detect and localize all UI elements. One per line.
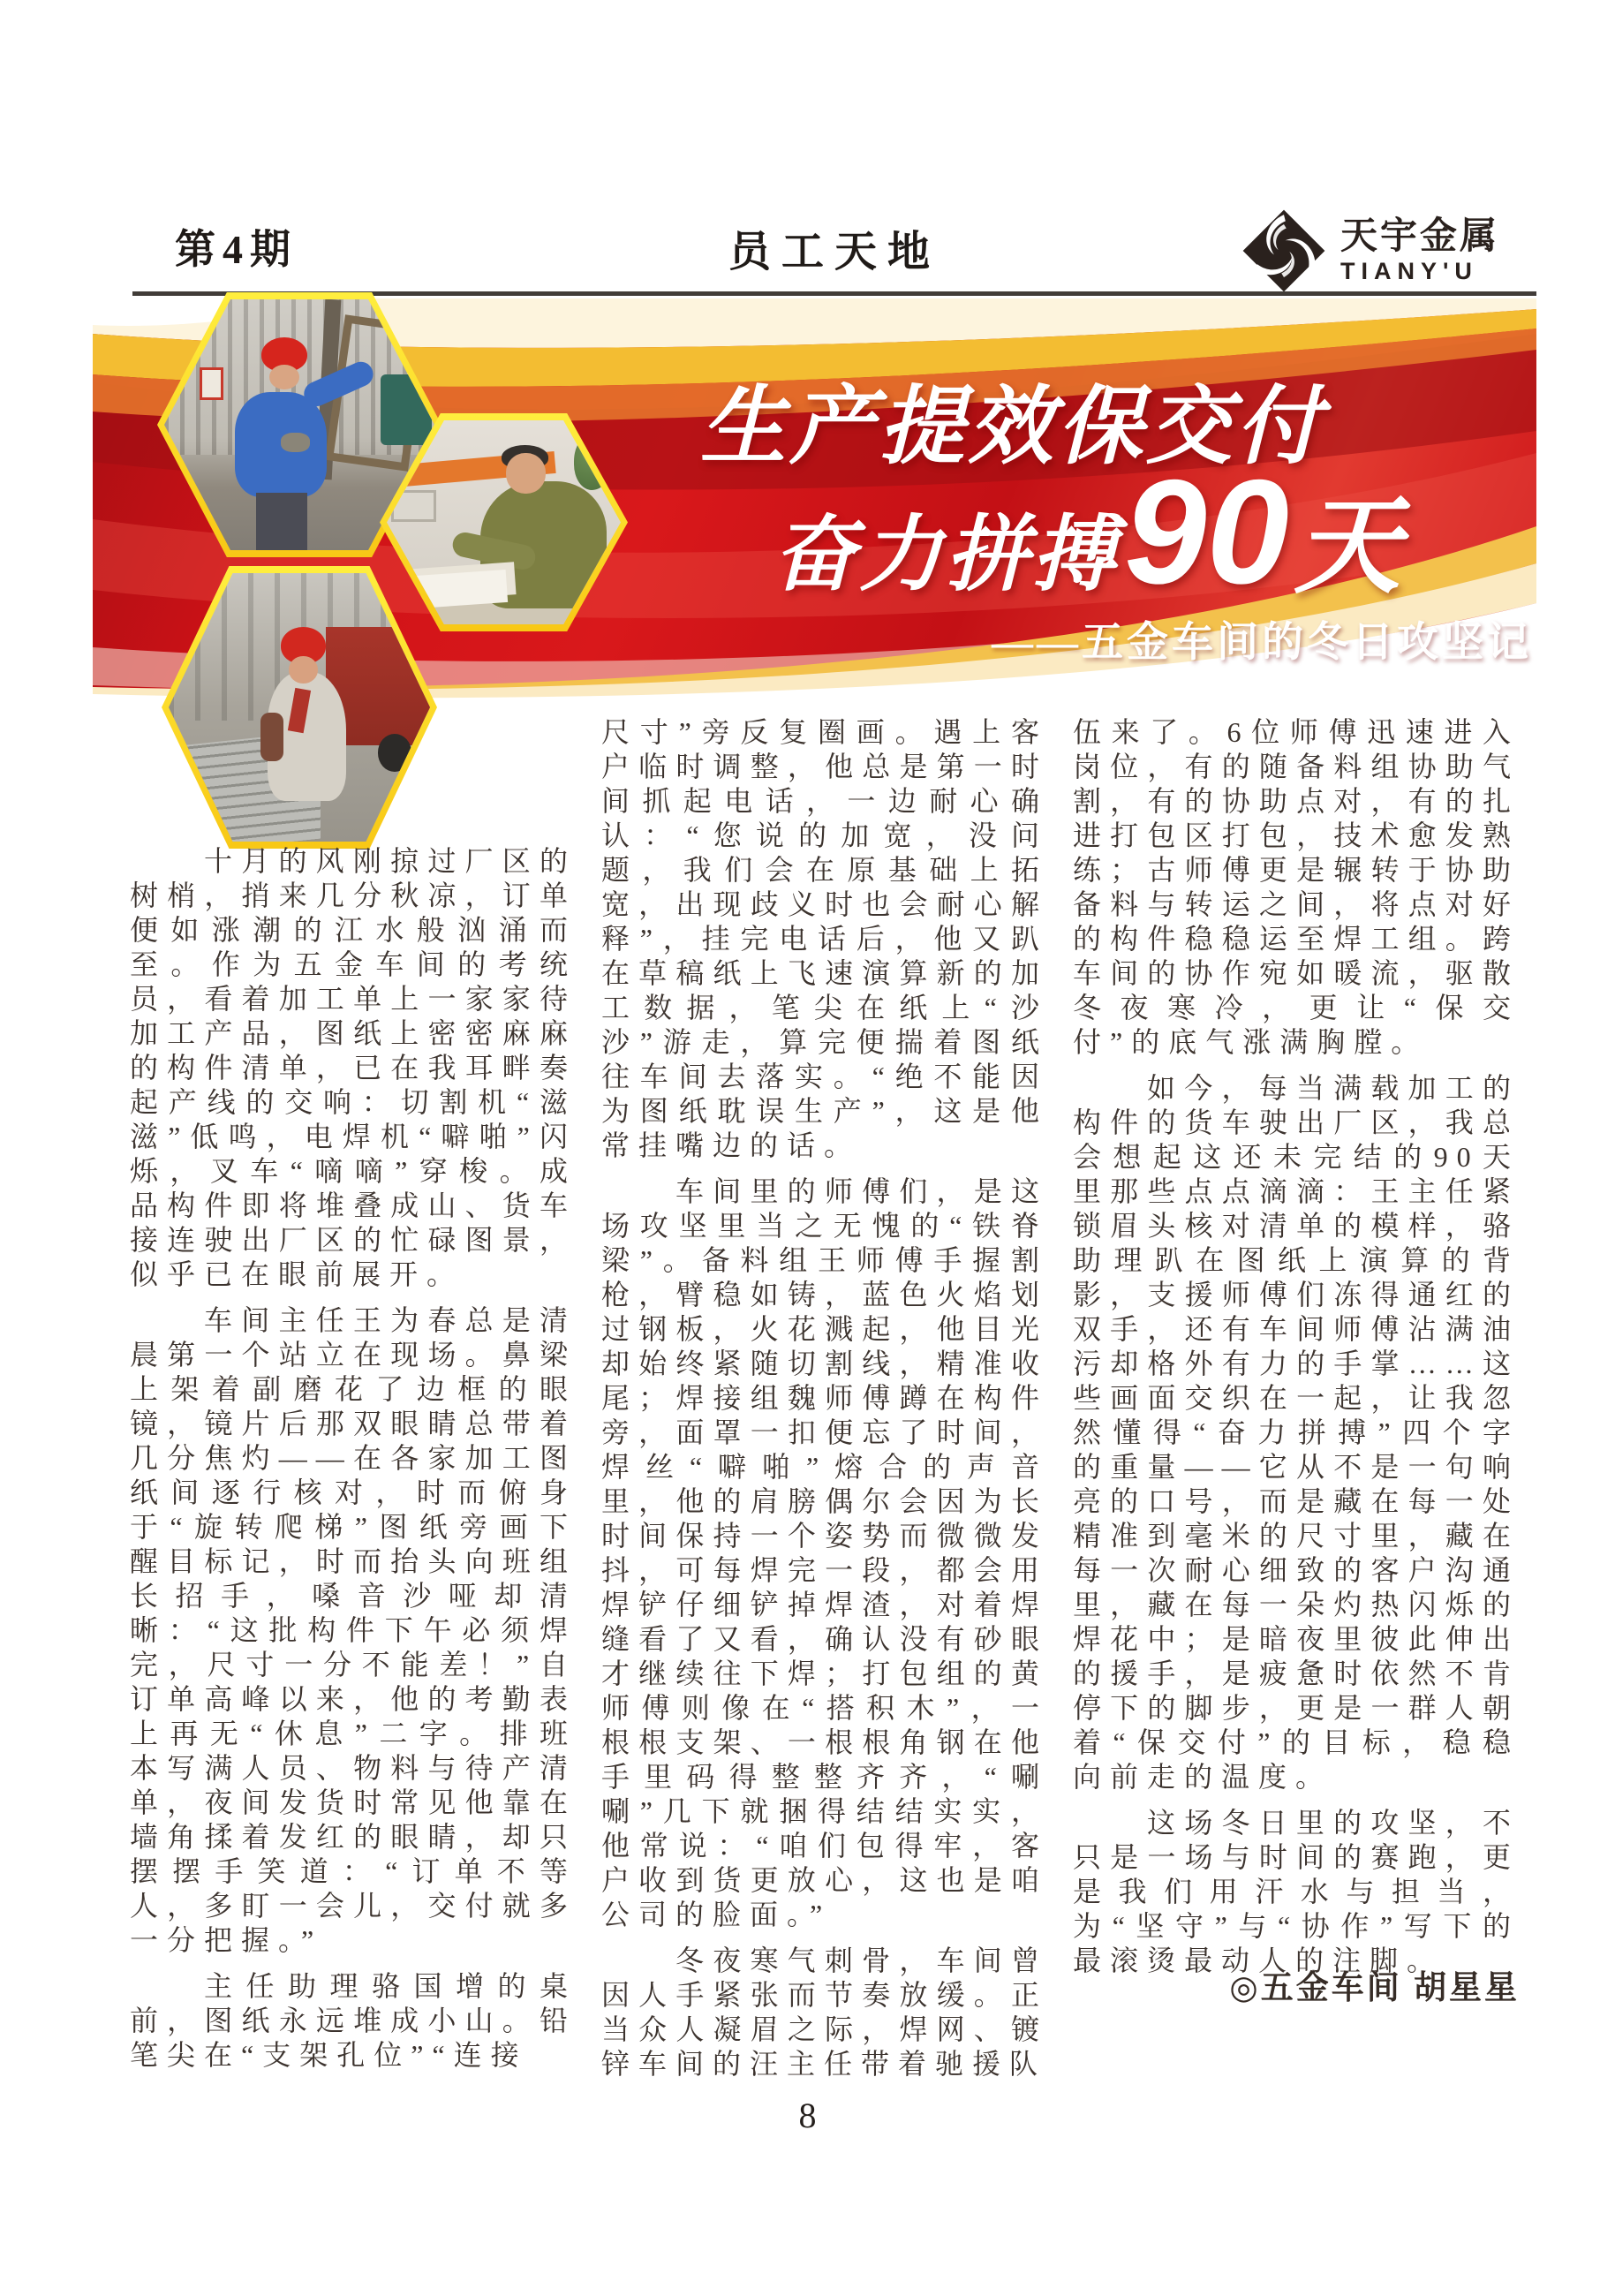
article-paragraph: 十月的风刚掠过厂区的树梢，捎来几分秋凉，订单便如涨潮的江水般汹涌而至。作为五金车间的考统员，看着加工单上一家家待加工产品，图纸上密密麻麻的构件清单，已在我耳畔奏起产线的交响：切割机“滋滋”低鸣，电焊机“噼啪”闪烁，叉车“嘀嘀”穿梭。成品构件即将堆叠成山、货车接连驶出厂区的忙碌图景，似乎已在眼前展开。 — [130, 845, 577, 1290]
banner-title-line2 — [773, 447, 1400, 617]
logo-text — [1340, 215, 1499, 286]
page-number: 8 — [798, 2096, 817, 2135]
company-logo — [1240, 207, 1499, 295]
article-paragraph: 车间里的师傅们，是这场攻坚里当之无愧的“铁脊梁”。备料组王师傅手握割枪，臂稳如铸，蓝色火焰划过钢板，火花溅起，他目光却始终紧随切割线，精准收尾；焊接组魏师傅蹲在构件旁，面罩一扣便忘了时间，焊丝“噼啪”熔合的声音里，他的肩膀偶尔会因为长时间保持一个姿势而微微发抖，可每焊完一段，都会用焊铲仔细铲掉焊渣，对着焊缝看了又看，确认没有砂眼才继续往下焊；打包组的黄师傅则像在“搭积木”，一根根支架、一根根角钢在他手里码得整整齐齐，“唰唰”几下就捆得结结实实，他常说：“咱们包得牢，客户收到货更放心，这也是咱公司的脸面。” — [601, 1175, 1048, 1930]
banner-subtitle: ——五金车间的冬日攻坚记 — [992, 620, 1532, 666]
banner-title-line2-text: 奋力拼搏 — [773, 508, 1120, 600]
photo-engineer-drawings — [387, 420, 621, 624]
warning-sign — [200, 367, 223, 400]
worker-glove — [281, 433, 311, 453]
article-column-2 — [601, 715, 1048, 2093]
article-paragraph: 主任助理骆国增的桌前，图纸永远堆成小山。铅笔尖在“支架孔位”“连接 — [130, 1970, 577, 2071]
banner-title-line1: 生产提效保交付 — [700, 378, 1324, 474]
article-column-3 — [1073, 715, 1520, 1990]
truck-wheel — [378, 734, 411, 772]
box-shape — [391, 490, 436, 522]
article-paragraph: 车间主任王为春总是清晨第一个站立在现场。鼻梁上架着副磨花了边框的眼镜，镜片后那双眼睛总带着几分焦灼——在各家加工图纸间逐行核对，时而俯身于“旋转爬梯”图纸旁画下醒目标记，时而抬头向班组长招手，嗓音沙哑却清晰：“这批构件下午必须焊完，尺寸一分不能差！”自订单高峰以来，他的考勤表上再无“休息”二字。排班本写满人员、物料与待产清单，夜间发货时常见他靠在墙角揉着发红的眼睛，却只摆摆手笑道：“订单不等人，多盯一会儿，交付就多一分把握。” — [130, 1304, 577, 1956]
engineer-face — [506, 453, 546, 494]
worker-sleeve — [260, 713, 284, 761]
worker-face — [269, 365, 299, 389]
logo-name-en: TIANY'U — [1340, 258, 1478, 284]
logo-name-cn: 天宇金属 — [1340, 215, 1500, 256]
article-paragraph: 如今，每当满载加工的构件的货车驶出厂区，我总会想起这还未完结的90天里那些点点滴滴：王主任紧锁眉头核对清单的模样，骆助理趴在图纸上演算的背影，支援师傅们冻得通红的双手，还有车间师傅沾满油污却格外有力的手掌……这些画面交织在一起，让我忽然懂得“奋力拼搏”四个字的重量——它从不是一句响亮的口号，而是藏在每一处精准到毫米的尺寸里，藏在每一次耐心细致的客户沟通里，藏在每一朵灼热闪烁的焊花中；是暗夜里彼此伸出的援手，是疲惫时依然不肯停下的脚步，更是一群人朝着“保交付”的目标，稳稳向前走的温度。 — [1073, 1072, 1520, 1793]
article-paragraph: 尺寸”旁反复圈画。遇上客户临时调整，他总是第一时间抓起电话，一边耐心确认：“您说的加宽，没问题，我们会在原基础上拓宽，出现歧义时也会耐心解释”，挂完电话后，他又趴在草稿纸上飞速演算新的加工数据，笔尖在纸上“沙沙”游走，算完便揣着图纸往车间去落实。“绝不能因为图纸耽误生产”，这是他常挂嘴边的话。 — [601, 716, 1048, 1161]
article-paragraph: 冬夜寒气刺骨，车间曾因人手紧张而节奏放缓。正当众人凝眉之际，焊网、镀锌车间的汪主任带着驰援队 — [601, 1945, 1048, 2080]
article-byline: ◎五金车间 胡星星 — [1229, 1969, 1520, 2005]
banner-title-number-90: 90 — [1124, 449, 1289, 615]
worker-face — [289, 656, 318, 683]
section-title: 员工天地 — [728, 229, 940, 276]
swirl-logo-icon — [1240, 207, 1328, 295]
banner-title-unit: 天 — [1294, 487, 1400, 606]
issue-number: 第4期 — [175, 227, 298, 272]
article-column-1 — [130, 844, 577, 2084]
article-paragraph: 这场冬日里的攻坚，不只是一场与时间的赛跑，更是我们用汗水与担当，为“坚守”与“协作”写下的最滚烫最动人的注脚。 — [1073, 1807, 1520, 1976]
photo-worker-packing — [169, 573, 430, 842]
article-paragraph: 伍来了。6位师傅迅速进入岗位，有的随备料组协助气割，有的协助点对，有的扎进打包区打包，技术愈发熟练；古师傅更是辗转于协助备料与转运之间，将点对好的构件稳稳运至焊工组。跨车间的协作宛如暖流，驱散冬夜寒冷，更让“保交付”的底气涨满胸膛。 — [1073, 716, 1520, 1058]
worker-legs — [256, 493, 307, 550]
